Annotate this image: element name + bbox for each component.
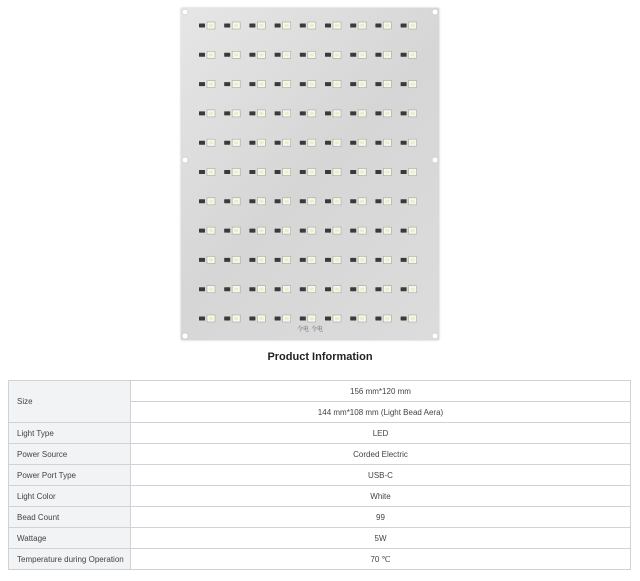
resistor (325, 258, 331, 262)
spec-value: 156 mm*120 mm (131, 381, 631, 402)
led-bead-core (285, 171, 289, 174)
resistor (249, 141, 255, 145)
led-bead-core (234, 83, 238, 86)
resistor (375, 53, 381, 57)
spec-value: 5W (131, 528, 631, 549)
mounting-hole (432, 9, 438, 15)
led-bead-core (335, 24, 339, 27)
spec-row (9, 444, 631, 465)
resistor (275, 317, 281, 321)
resistor (199, 258, 205, 262)
led-bead-core (285, 200, 289, 203)
led-bead-core (285, 258, 289, 261)
led-bead-core (310, 200, 314, 203)
resistor (401, 229, 407, 233)
mounting-hole (432, 333, 438, 339)
led-bead-core (385, 258, 389, 261)
resistor (199, 287, 205, 291)
spec-label: Size (9, 381, 131, 423)
resistor (300, 24, 306, 28)
resistor (300, 82, 306, 86)
led-bead-core (259, 200, 263, 203)
section-title: Product Information (267, 351, 373, 363)
led-bead-core (234, 229, 238, 232)
led-bead-core (310, 317, 314, 320)
resistor (224, 53, 230, 57)
led-bead-core (310, 229, 314, 232)
resistor (325, 24, 331, 28)
led-bead-core (285, 83, 289, 86)
resistor (300, 287, 306, 291)
resistor (300, 258, 306, 262)
led-bead-core (310, 171, 314, 174)
resistor (350, 53, 356, 57)
led-bead-core (234, 171, 238, 174)
mounting-hole (182, 333, 188, 339)
led-bead-core (209, 229, 213, 232)
mounting-hole (182, 157, 188, 163)
led-bead-core (234, 258, 238, 261)
resistor (275, 82, 281, 86)
resistor (401, 53, 407, 57)
resistor (275, 24, 281, 28)
led-bead-core (385, 24, 389, 27)
led-bead-core (285, 53, 289, 56)
resistor (275, 53, 281, 57)
resistor (199, 199, 205, 203)
led-panel-board-image (181, 8, 439, 340)
resistor (375, 170, 381, 174)
led-bead-core (259, 171, 263, 174)
mounting-hole (182, 9, 188, 15)
led-bead-core (209, 171, 213, 174)
resistor (275, 199, 281, 203)
led-bead-core (360, 288, 364, 291)
led-bead-core (234, 112, 238, 115)
resistor (401, 317, 407, 321)
resistor (224, 258, 230, 262)
led-bead-core (310, 258, 314, 261)
resistor (199, 53, 205, 57)
led-bead-core (335, 317, 339, 320)
led-bead-core (385, 317, 389, 320)
resistor (401, 24, 407, 28)
led-bead-core (335, 258, 339, 261)
resistor (325, 82, 331, 86)
resistor (375, 111, 381, 115)
resistor (199, 229, 205, 233)
resistor (249, 24, 255, 28)
led-bead-core (411, 200, 415, 203)
led-bead-core (209, 317, 213, 320)
mounting-hole (432, 157, 438, 163)
led-board-graphic (181, 8, 439, 340)
resistor (350, 287, 356, 291)
resistor (224, 141, 230, 145)
led-bead-core (310, 83, 314, 86)
spec-row (9, 381, 631, 402)
led-bead-core (335, 229, 339, 232)
led-bead-core (259, 83, 263, 86)
spec-row (9, 507, 631, 528)
resistor (275, 287, 281, 291)
resistor (350, 317, 356, 321)
led-bead-core (259, 24, 263, 27)
resistor (375, 287, 381, 291)
resistor (300, 317, 306, 321)
resistor (199, 24, 205, 28)
led-bead-core (285, 24, 289, 27)
led-bead-core (335, 171, 339, 174)
led-bead-core (335, 83, 339, 86)
resistor (401, 82, 407, 86)
led-bead-core (411, 171, 415, 174)
led-bead-core (234, 24, 238, 27)
resistor (224, 229, 230, 233)
led-bead-core (385, 53, 389, 56)
resistor (224, 111, 230, 115)
led-bead-core (209, 141, 213, 144)
led-bead-core (360, 200, 364, 203)
resistor (325, 229, 331, 233)
led-bead-core (259, 317, 263, 320)
resistor (401, 170, 407, 174)
resistor (401, 111, 407, 115)
led-bead-core (310, 141, 314, 144)
led-bead-core (209, 288, 213, 291)
resistor (249, 317, 255, 321)
led-bead-core (259, 288, 263, 291)
led-bead-core (411, 83, 415, 86)
led-bead-core (360, 229, 364, 232)
resistor (401, 287, 407, 291)
resistor (375, 317, 381, 321)
led-bead-core (360, 53, 364, 56)
spec-label: Power Port Type (9, 465, 131, 486)
spec-row (9, 465, 631, 486)
resistor (325, 111, 331, 115)
resistor (350, 258, 356, 262)
resistor (275, 170, 281, 174)
led-bead-core (411, 288, 415, 291)
resistor (199, 82, 205, 86)
led-bead-core (259, 112, 263, 115)
led-bead-core (310, 53, 314, 56)
led-bead-core (259, 229, 263, 232)
spec-value: 99 (131, 507, 631, 528)
spec-value: LED (131, 423, 631, 444)
resistor (325, 170, 331, 174)
resistor (375, 24, 381, 28)
resistor (249, 258, 255, 262)
led-bead-core (285, 112, 289, 115)
led-bead-core (411, 24, 415, 27)
resistor (325, 317, 331, 321)
resistor (300, 53, 306, 57)
led-bead-core (360, 112, 364, 115)
product-spec-table (8, 380, 631, 570)
led-bead-core (411, 112, 415, 115)
resistor (199, 317, 205, 321)
spec-label: Wattage (9, 528, 131, 549)
resistor (325, 53, 331, 57)
resistor (325, 199, 331, 203)
resistor (300, 141, 306, 145)
spec-row (9, 549, 631, 570)
resistor (350, 82, 356, 86)
resistor (401, 199, 407, 203)
led-bead-core (234, 200, 238, 203)
resistor (375, 82, 381, 86)
led-bead-core (335, 53, 339, 56)
spec-label: Bead Count (9, 507, 131, 528)
spec-label: Temperature during Operation (9, 549, 131, 570)
resistor (350, 170, 356, 174)
resistor (375, 199, 381, 203)
resistor (275, 111, 281, 115)
led-bead-core (209, 24, 213, 27)
spec-row (9, 486, 631, 507)
resistor (249, 170, 255, 174)
resistor (199, 141, 205, 145)
resistor (249, 229, 255, 233)
led-bead-core (335, 141, 339, 144)
led-bead-core (310, 112, 314, 115)
led-bead-core (360, 24, 364, 27)
led-bead-core (209, 258, 213, 261)
spec-label: Power Source (9, 444, 131, 465)
spec-value: White (131, 486, 631, 507)
led-bead-core (335, 288, 339, 291)
led-bead-core (310, 24, 314, 27)
resistor (325, 287, 331, 291)
led-bead-core (234, 141, 238, 144)
led-bead-core (259, 141, 263, 144)
led-bead-core (285, 288, 289, 291)
resistor (224, 317, 230, 321)
led-bead-core (285, 141, 289, 144)
resistor (350, 111, 356, 115)
led-bead-core (360, 141, 364, 144)
led-bead-core (360, 258, 364, 261)
resistor (224, 287, 230, 291)
resistor (249, 111, 255, 115)
led-bead-core (335, 112, 339, 115)
resistor (325, 141, 331, 145)
led-bead-core (411, 53, 415, 56)
led-bead-core (259, 258, 263, 261)
resistor (375, 141, 381, 145)
spec-row (9, 528, 631, 549)
resistor (300, 199, 306, 203)
led-bead-core (234, 53, 238, 56)
resistor (375, 229, 381, 233)
led-bead-core (360, 83, 364, 86)
resistor (224, 199, 230, 203)
resistor (350, 229, 356, 233)
resistor (375, 258, 381, 262)
led-bead-core (385, 200, 389, 203)
resistor (249, 287, 255, 291)
led-bead-core (310, 288, 314, 291)
led-bead-core (385, 83, 389, 86)
resistor (401, 141, 407, 145)
resistor (300, 229, 306, 233)
resistor (275, 141, 281, 145)
led-bead-core (259, 53, 263, 56)
led-bead-core (385, 229, 389, 232)
led-bead-core (385, 171, 389, 174)
led-bead-core (360, 171, 364, 174)
resistor (350, 199, 356, 203)
resistor (224, 82, 230, 86)
resistor (350, 24, 356, 28)
led-bead-core (385, 141, 389, 144)
led-bead-core (360, 317, 364, 320)
led-bead-core (385, 112, 389, 115)
led-bead-core (209, 200, 213, 203)
led-bead-core (335, 200, 339, 203)
resistor (199, 111, 205, 115)
led-bead-core (209, 112, 213, 115)
led-bead-core (234, 317, 238, 320)
resistor (249, 82, 255, 86)
resistor (224, 170, 230, 174)
resistor (300, 170, 306, 174)
spec-label: Light Type (9, 423, 131, 444)
spec-value: USB-C (131, 465, 631, 486)
resistor (300, 111, 306, 115)
resistor (249, 53, 255, 57)
led-bead-core (411, 258, 415, 261)
spec-row (9, 423, 631, 444)
spec-label: Light Color (9, 486, 131, 507)
led-bead-core (411, 141, 415, 144)
led-bead-core (209, 53, 213, 56)
led-bead-core (285, 317, 289, 320)
spec-value: Corded Electric (131, 444, 631, 465)
resistor (249, 199, 255, 203)
resistor (401, 258, 407, 262)
resistor (275, 229, 281, 233)
led-bead-core (411, 317, 415, 320)
led-bead-core (234, 288, 238, 291)
resistor (224, 24, 230, 28)
resistor (350, 141, 356, 145)
led-bead-core (209, 83, 213, 86)
spec-value: 144 mm*108 mm (Light Bead Aera) (131, 402, 631, 423)
board-silkscreen-text: 令电 令电 (297, 326, 323, 333)
resistor (275, 258, 281, 262)
spec-value: 70 ℃ (131, 549, 631, 570)
led-bead-core (385, 288, 389, 291)
led-bead-core (411, 229, 415, 232)
resistor (199, 170, 205, 174)
led-bead-core (285, 229, 289, 232)
